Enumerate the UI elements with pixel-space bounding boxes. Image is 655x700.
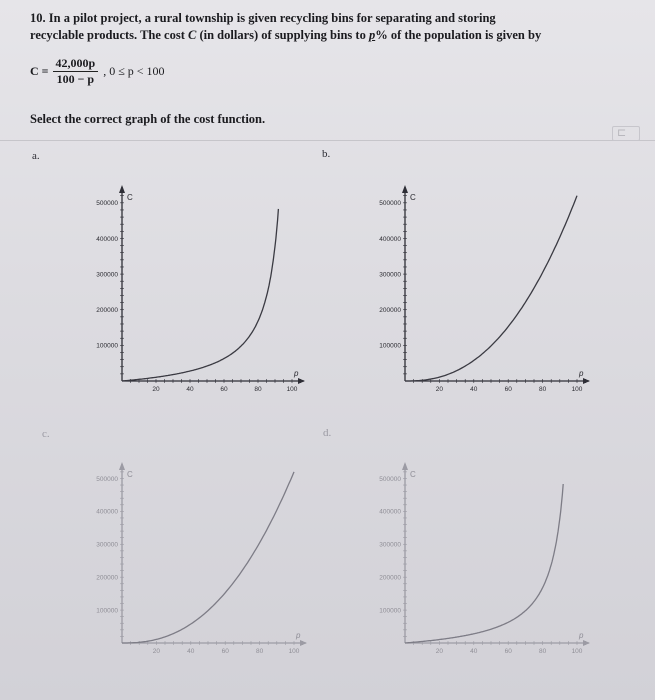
y-tick-label: 300000 [379,271,401,279]
graph-option-a[interactable] [96,185,305,393]
y-tick-label: 400000 [96,508,118,516]
question-line-2-end: % of the population is given by [375,28,542,42]
y-tick-label: 300000 [96,541,118,549]
y-tick-label: 100000 [96,342,118,350]
y-tick-label: 400000 [379,235,401,243]
x-tick-label: 80 [538,386,547,393]
y-tick-label: 500000 [379,200,401,208]
x-tick-label: 100 [288,648,300,655]
option-d-label[interactable]: d. [323,427,332,439]
x-tick-label: 60 [220,386,228,393]
y-tick-label: 400000 [379,508,401,516]
cost-curve [405,196,577,381]
x-tick-label: 60 [221,648,229,655]
y-tick-label: 200000 [379,307,401,315]
x-tick-label: 20 [435,386,444,393]
x-tick-label: 40 [470,648,478,655]
cost-curve [405,484,563,643]
y-tick-label: 100000 [379,342,401,350]
x-tick-label: 40 [470,386,478,393]
y-tick-label: 400000 [96,235,118,243]
p-axis-label: p [579,631,584,640]
y-axis-arrow-icon [119,462,125,470]
p-axis-label: p [296,631,301,640]
x-tick-label: 60 [504,648,512,655]
graph-option-b[interactable] [379,185,590,393]
x-tick-label: 40 [186,386,194,393]
formula-domain: , 0 ≤ p < 100 [103,64,165,78]
y-tick-label: 300000 [379,541,401,549]
formula-denominator: 100 − p [56,72,95,86]
graph-option-d[interactable] [379,462,590,655]
x-tick-label: 100 [286,386,298,393]
x-tick-label: 80 [255,648,264,655]
c-axis-label: C [127,193,133,202]
x-tick-label: 60 [504,386,512,393]
y-tick-label: 100000 [379,607,401,615]
variable-p: p [368,28,376,42]
c-axis-label: C [410,470,416,479]
y-tick-label: 500000 [379,475,401,483]
x-axis-arrow-icon [583,378,590,384]
x-tick-label: 100 [571,648,583,655]
y-tick-label: 200000 [96,307,118,315]
x-tick-label: 20 [152,648,161,655]
option-c-label[interactable]: c. [42,428,50,440]
y-tick-label: 300000 [96,271,118,279]
question-prompt: Select the correct graph of the cost function. [30,112,266,126]
x-tick-label: 20 [152,386,160,393]
y-tick-label: 200000 [96,574,118,582]
y-axis-arrow-icon [119,185,125,193]
option-b-label[interactable]: b. [322,148,331,160]
c-axis-label: C [127,470,133,479]
x-tick-label: 20 [435,648,444,655]
y-tick-label: 500000 [96,200,118,208]
question-line-2-mid: (in dollars) of supplying bins to [196,28,369,42]
y-tick-label: 500000 [96,475,118,483]
x-axis-arrow-icon [298,378,305,384]
p-axis-label: p [579,369,584,378]
y-tick-label: 100000 [96,607,118,615]
option-a-label[interactable]: a. [32,150,40,162]
cost-curve [122,472,294,643]
cost-curve [122,209,278,381]
x-tick-label: 40 [187,648,195,655]
tab-glyph: ⊏ [617,127,627,139]
x-tick-label: 100 [571,386,583,393]
question-line-2-start: recyclable products. The cost [30,28,188,42]
x-axis-arrow-icon [300,640,307,646]
c-axis-label: C [410,193,416,202]
formula-lhs: C = [30,64,49,78]
p-axis-label: p [294,369,299,378]
y-axis-arrow-icon [402,462,408,470]
x-tick-label: 80 [538,648,547,655]
formula-numerator: 42,000p [53,56,99,72]
question-line-1: 10. In a pilot project, a rural township is given recycling bins for separating and storing [30,11,496,25]
x-tick-label: 80 [254,386,262,393]
x-axis-arrow-icon [583,640,590,646]
y-tick-label: 200000 [379,574,401,582]
y-axis-arrow-icon [402,185,408,193]
variable-c: C [187,28,197,42]
graph-option-c[interactable] [96,462,307,655]
